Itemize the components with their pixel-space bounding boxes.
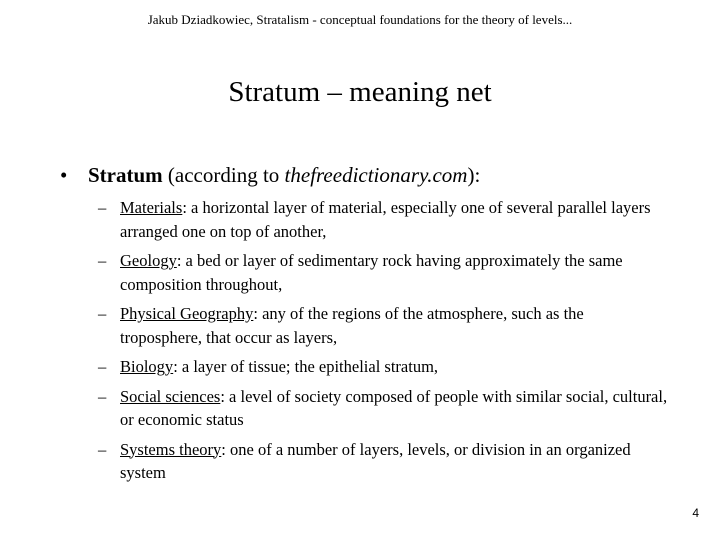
definition-item-materials [98,196,668,243]
definition-text: : a level of society composed of people with similar social, cultural, or economic status [120,386,668,429]
main-bullet-pre: (according to [162,163,285,187]
definition-term: Biology [120,357,174,376]
slide-header: Jakub Dziadkowiec, Stratalism - conceptual foundations for the theory of levels... [147,12,573,27]
definition-term: Social sciences [120,386,221,406]
main-bullet-text [88,160,480,190]
definition-item-social-sciences [98,385,668,432]
dash-icon: – [98,386,107,406]
source-name: thefreedictionary.com [284,163,468,187]
page-number: 4 [692,506,699,520]
slide-title: Stratum – meaning net [228,76,492,108]
dash-icon: – [98,198,107,217]
definition-term: Physical Geography [120,304,254,323]
definition-item-biology [98,355,668,379]
definition-text: : any of the regions of the atmosphere, such as the troposphere, that occur as layers, [120,304,584,347]
bullet-dot-icon: • [60,163,68,187]
dash-icon: – [98,439,107,459]
definition-text: : one of a number of layers, levels, or division in an organized system [120,439,631,482]
definition-text: : a layer of tissue; the epithelial stratum, [173,357,439,376]
dash-icon: – [98,304,107,323]
definition-list [98,196,668,491]
dash-icon: – [98,357,107,376]
stratum-term: Stratum [88,163,163,187]
definition-term: Geology [120,251,177,270]
dash-icon: – [98,251,107,270]
definition-item-geology [98,249,668,296]
main-bullet-post: ): [467,163,481,187]
definition-item-systems-theory [98,438,668,485]
definition-text: : a horizontal layer of material, especially one of several parallel layers arranged one on top of another, [120,198,651,241]
definition-item-physical-geography [98,302,668,349]
definition-term: Systems theory [120,439,222,459]
definition-text: : a bed or layer of sedimentary rock having approximately the same composition throughout, [120,251,623,294]
definition-term: Materials [120,198,183,217]
